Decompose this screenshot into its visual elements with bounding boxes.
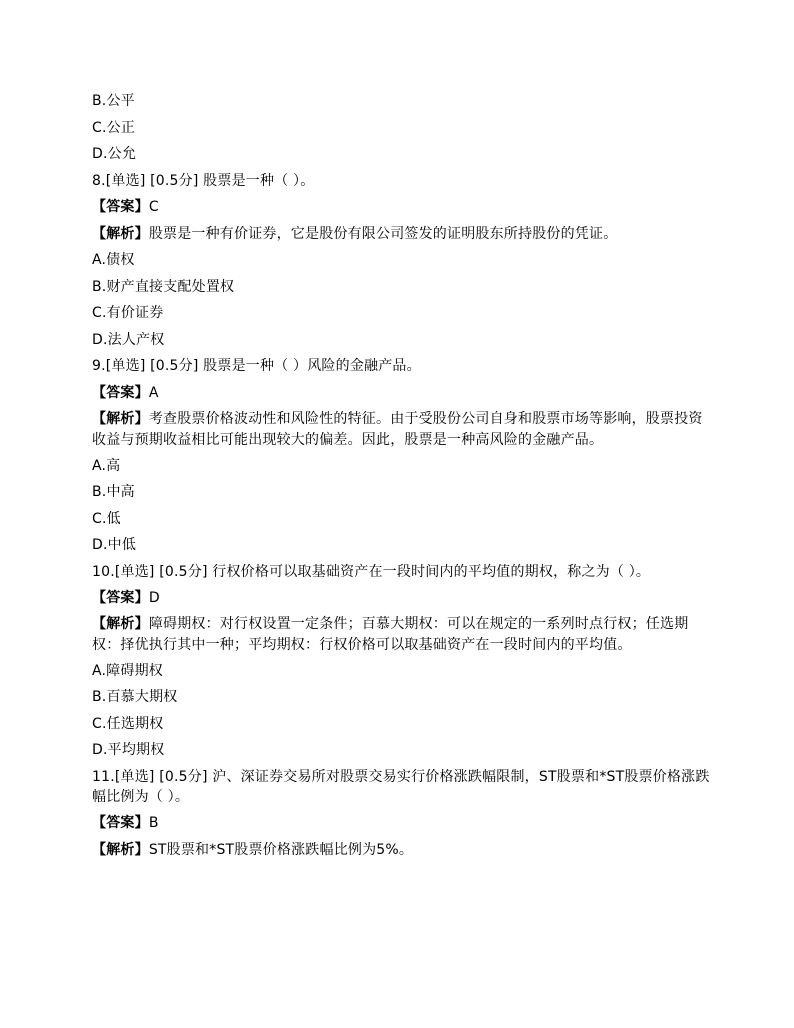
analysis-text: 考查股票价格波动性和风险性的特征。由于受股份公司自身和股票市场等影响，股票投资收益与预期收益相比可能出现较大的偏差。因此，股票是一种高风险的金融产品。 — [92, 411, 703, 448]
analysis-line — [92, 409, 712, 450]
answer-line — [92, 383, 712, 404]
answer-line — [92, 197, 712, 218]
question-line: 9.[单选] [0.5分] 股票是一种（ ）风险的金融产品。 — [92, 358, 421, 374]
option-line: A.债权 — [92, 252, 135, 268]
option-line: D.平均期权 — [92, 742, 165, 758]
option-line: C.有价证券 — [92, 305, 164, 321]
option-line: C.公正 — [92, 119, 136, 136]
option-line: D.法人产权 — [92, 331, 165, 348]
document-page — [92, 91, 712, 866]
option-line: A.高 — [92, 457, 121, 474]
answer-value: D — [148, 589, 160, 606]
answer-line — [92, 813, 712, 834]
option-line: A.障碍期权 — [92, 662, 163, 679]
option-line: B.公平 — [92, 93, 135, 109]
option-line: B.财产直接支配处置权 — [92, 278, 235, 295]
analysis-line — [92, 224, 712, 245]
option-line: C.低 — [92, 510, 121, 527]
question-line: 10.[单选] [0.5分] 行权价格可以取基础资产在一段时间内的平均值的期权，称之为（ ）。 — [92, 563, 651, 580]
analysis-label: 【解析】 — [92, 411, 149, 427]
answer-value: C — [148, 199, 159, 215]
answer-label: 【答案】 — [92, 589, 149, 606]
answer-label: 【答案】 — [92, 199, 149, 215]
question-line: 8.[单选] [0.5分] 股票是一种（ ）。 — [92, 172, 315, 189]
answer-value: A — [148, 384, 159, 401]
option-line: C.任选期权 — [92, 715, 164, 732]
answer-label: 【答案】 — [92, 384, 149, 401]
option-line: D.公允 — [92, 146, 137, 162]
analysis-label: 【解析】 — [92, 616, 149, 632]
answer-line — [92, 588, 712, 609]
analysis-text: 股票是一种有价证券，它是股份有限公司签发的证明股东所持股份的凭证。 — [148, 225, 618, 242]
answer-label: 【答案】 — [92, 815, 149, 831]
analysis-label: 【解析】 — [92, 225, 149, 242]
option-line: B.百慕大期权 — [92, 689, 178, 705]
analysis-text: 障碍期权：对行权设置一定条件；百慕大期权：可以在规定的一系列时点行权；任选期权：择优执行其中一种；平均期权：行权价格可以取基础资产在一段时间内的平均值。 — [92, 616, 689, 653]
answer-value: B — [148, 815, 159, 831]
analysis-text: ST股票和*ST股票价格涨跌幅比例为5%。 — [148, 841, 414, 858]
option-line: D.中低 — [92, 537, 137, 553]
analysis-line — [92, 614, 712, 655]
analysis-label: 【解析】 — [92, 841, 149, 858]
question-line: 11.[单选] [0.5分] 沪、深证券交易所对股票交易实行价格涨跌幅限制，ST股票和*ST股票价格涨跌幅比例为（ ）。 — [92, 768, 710, 805]
option-line: B.中高 — [92, 484, 135, 500]
analysis-line — [92, 840, 712, 861]
